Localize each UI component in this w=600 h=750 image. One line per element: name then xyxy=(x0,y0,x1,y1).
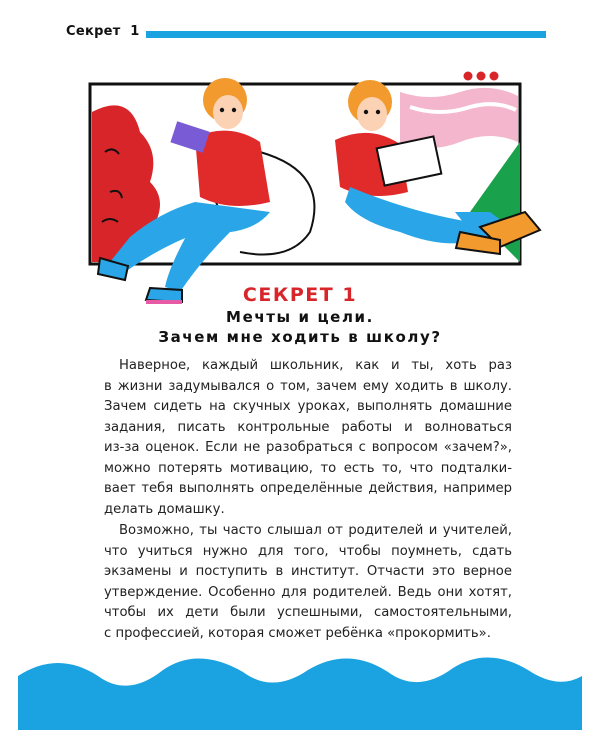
browser-dots-icon xyxy=(464,72,499,81)
paragraph-line: экзамены и поступить в институт. Отчасти это верное xyxy=(104,564,512,579)
secret-title-line-1: Мечты и цели. xyxy=(226,308,374,326)
blue-wave-band xyxy=(18,657,582,730)
paragraph-line: задания, писать контрольные работы и волноваться xyxy=(104,419,512,435)
header-rule xyxy=(146,31,546,38)
secret-title-line-2: Зачем мне ходить в школу? xyxy=(158,328,442,346)
paragraph-line: из-за оценок. Если не разобраться с вопросом «зачем?», xyxy=(104,440,512,455)
paragraph-2 xyxy=(104,521,512,644)
paragraph-line: Зачем сидеть на скучных уроках, выполнять домашние xyxy=(104,399,512,414)
paragraph-line: чтобы их дети были успешными, самостоятельными, xyxy=(104,605,512,620)
paragraph-line: можно потерять мотивацию, то есть то, что подталки- xyxy=(104,460,512,476)
paragraph-line: Возможно, ты часто слышал от родителей и учителей, xyxy=(119,523,512,538)
illustration xyxy=(70,62,550,312)
paragraph-1 xyxy=(104,356,512,520)
secret-number-heading: СЕКРЕТ 1 xyxy=(242,284,358,306)
paragraph-line: с профессией, которая сможет ребёнка «прокормить». xyxy=(104,625,491,641)
running-header-label: Секрет 1 xyxy=(66,24,140,39)
paragraph-line: вает тебя выполнять определённые действия, например xyxy=(104,481,512,496)
wave-footer xyxy=(18,654,582,730)
paragraph-line: утверждение. Особенно для родителей. Ведь они хотят, xyxy=(104,584,512,600)
paragraph-line: делать домашку. xyxy=(104,501,225,517)
paragraph-line: в жизни задумывался о том, зачем ему ходить в школу. xyxy=(104,378,512,394)
paragraph-line: Наверное, каждый школьник, как и ты, хоть раз xyxy=(119,358,512,373)
page-header xyxy=(66,24,566,44)
paragraph-line: что учиться нужно для того, чтобы поумнеть, сдать xyxy=(104,543,512,559)
